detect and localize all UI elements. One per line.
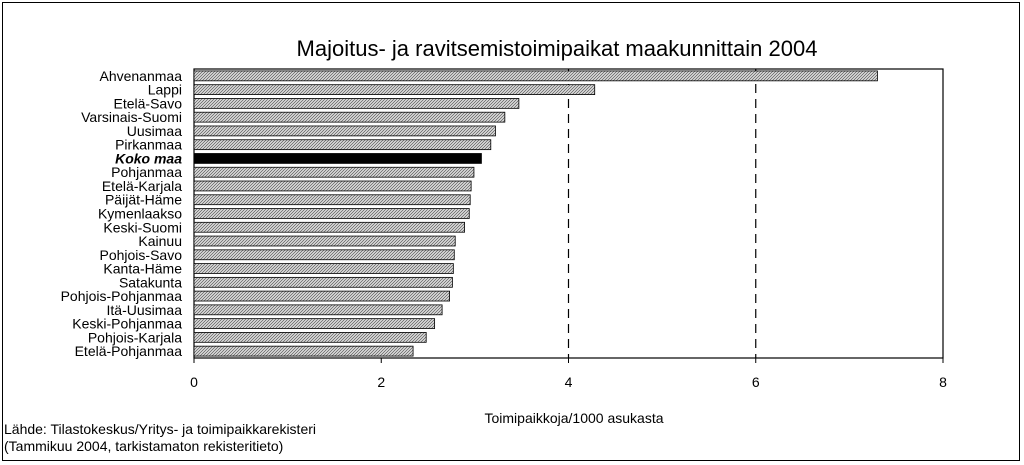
bar xyxy=(194,222,465,232)
category-label: Pohjois-Savo xyxy=(99,246,182,263)
category-label: Pohjanmaa xyxy=(111,164,182,181)
bar xyxy=(194,305,442,315)
source-line-1: Lähde: Tilastokeskus/Yritys- ja toimipaikkarekisteri xyxy=(4,421,317,437)
x-tick-label: 2 xyxy=(377,374,386,390)
category-label: Pohjois-Karjala xyxy=(87,329,182,346)
category-label: Etelä-Savo xyxy=(113,95,182,112)
bar xyxy=(194,319,435,329)
bar xyxy=(194,195,470,205)
x-tick-label: 0 xyxy=(190,374,198,390)
category-label: Koko maa xyxy=(115,150,182,167)
x-tick-label: 6 xyxy=(751,374,760,390)
bar xyxy=(194,98,519,108)
category-label: Keski-Pohjanmaa xyxy=(72,315,182,332)
category-label: Varsinais-Suomi xyxy=(81,109,182,126)
category-label: Etelä-Pohjanmaa xyxy=(74,343,182,360)
bar xyxy=(194,85,595,95)
source-note xyxy=(4,421,316,455)
bar xyxy=(194,140,491,150)
source-line-2: (Tammikuu 2004, tarkistamaton rekisteritieto) xyxy=(4,438,284,454)
chart-title: Majoitus- ja ravitsemistoimipaikat maakunnittain 2004 xyxy=(296,36,818,61)
x-tick-label: 4 xyxy=(564,374,573,390)
bar xyxy=(194,181,471,191)
bar xyxy=(194,167,474,177)
bar xyxy=(194,71,877,81)
bar xyxy=(194,250,454,260)
bar xyxy=(194,236,455,246)
bar xyxy=(194,291,450,301)
category-label: Uusimaa xyxy=(126,122,182,139)
plot-area xyxy=(61,68,948,390)
category-label: Keski-Suomi xyxy=(103,219,182,236)
category-label: Lappi xyxy=(147,81,182,98)
category-label: Kymenlaakso xyxy=(97,205,182,222)
bar xyxy=(194,346,413,356)
bar-highlight xyxy=(194,153,481,163)
x-tick-label: 8 xyxy=(939,374,947,390)
category-label: Itä-Uusimaa xyxy=(106,301,182,318)
bar xyxy=(194,277,452,287)
bar xyxy=(194,332,426,342)
category-label: Kanta-Häme xyxy=(103,260,182,277)
bar xyxy=(194,264,453,274)
bar xyxy=(194,112,505,122)
category-label: Satakunta xyxy=(118,274,182,291)
category-label: Kainuu xyxy=(138,233,182,250)
category-label: Pohjois-Pohjanmaa xyxy=(60,288,182,305)
bar xyxy=(194,126,495,136)
bar xyxy=(194,209,469,219)
category-label: Pirkanmaa xyxy=(115,136,182,153)
category-label: Ahvenanmaa xyxy=(99,67,182,84)
x-axis-label: Toimipaikkoja/1000 asukasta xyxy=(484,410,664,426)
category-label: Etelä-Karjala xyxy=(101,177,182,194)
category-label: Päijät-Häme xyxy=(104,191,182,208)
